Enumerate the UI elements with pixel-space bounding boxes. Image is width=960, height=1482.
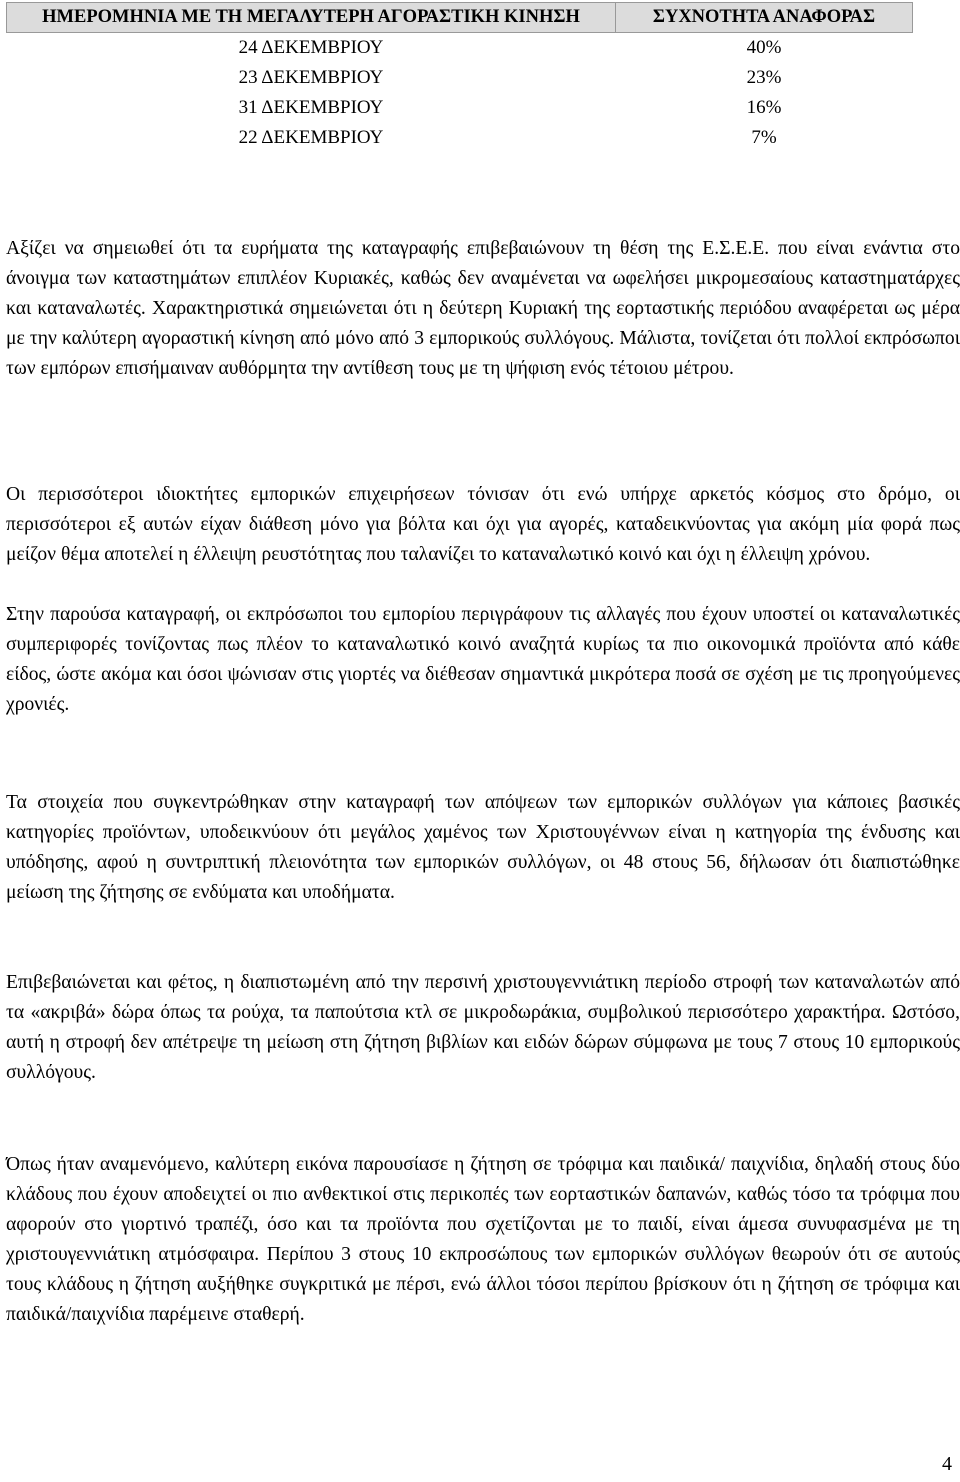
paragraph-esee-position: Αξίζει να σημειωθεί ότι τα ευρήματα της καταγραφής επιβεβαιώνουν τη θέση της Ε.Σ.Ε.Ε. που είναι ενάντια στο άνοιγμα των καταστημάτων επιπλέον Κυριακές, καθώς δεν αναμένεται να ωφελήσει μικρομεσαίους καταστηματάρχες και καταναλωτές. Χαρακτηριστικά σημειώνεται ότι η δεύτερη Κυριακή της εορταστικής περιόδου αναφέρεται ως μέρα με την καλύτερη αγοραστική κίνηση από μόνο από 3 εμπορικούς συλλόγους. Μάλιστα, τονίζεται ότι πολλοί εκπρόσωποι των εμπόρων επισήμαιναν αυθόρμητα την αντίθεση τους με τη ψήφιση ενός τέτοιου μέτρου. (6, 238, 960, 379)
table-row (7, 63, 913, 93)
paragraph-consumer-behavior: Στην παρούσα καταγραφή, οι εκπρόσωποι του εμπορίου περιγράφουν τις αλλαγές που έχουν υποστεί οι καταναλωτικές συμπεριφορές τονίζοντας πως πλέον το καταναλωτικό κοινό αναζητά κυρίως τα πιο οικονομικά προϊόντα από κάθε είδος, ώστε ακόμα και όσοι ψώνισαν στις γιορτές να διέθεσαν σημαντικά μικρότερα ποσά σε σχέση με τις προηγούμενες χρονιές. (6, 604, 960, 715)
cell-date: 24 ΔΕΚΕΜΒΡΙΟΥ (238, 37, 384, 58)
cell-date: 23 ΔΕΚΕΜΒΡΙΟΥ (238, 67, 384, 88)
table-row (7, 123, 913, 153)
table-row (7, 33, 913, 64)
paragraph-food-toys: Όπως ήταν αναμενόμενο, καλύτερη εικόνα παρουσίασε η ζήτηση σε τρόφιμα και παιδικά/ παιχνίδια, δηλαδή στους δύο κλάδους που έχουν αποδειχτεί οι πιο ανθεκτικοί στις περικοπές των εορταστικών δαπανών, καθώς τόσο τα τρόφιμα που αφορούν στο γιορτινό τραπέζι, όσο και τα προϊόντα που σχετίζονται με το παιδί, είναι άμεσα συνυφασμένα με τη χριστουγεννιάτικη ατμόσφαιρα. Περίπου 3 στους 10 εκπροσώπους των εμπορικών συλλόγων θεωρούν ότι σε αυτούς τους κλάδους η ζήτηση αυξήθηκε συγκριτικά με πέρσι, ενώ άλλοι τόσοι περίπου βρίσκουν ότι η ζήτηση σε τρόφιμα και παιδικά/παιχνίδια παρέμεινε σταθερή. (6, 1154, 960, 1325)
table-row (7, 93, 913, 123)
cell-date: 22 ΔΕΚΕΜΒΡΙΟΥ (238, 127, 384, 148)
table-header-row (7, 3, 913, 33)
paragraph-gifts: Επιβεβαιώνεται και φέτος, η διαπιστωμένη από την περσινή χριστουγεννιάτικη περίοδο στροφή των καταναλωτών από τα «ακριβά» δώρα όπως τα ρούχα, τα παπούτσια κτλ σε μικροδωράκια, συμβολικού περισσότερο χαρακτήρα. Ωστόσο, αυτή η στροφή δεν απέτρεψε τη μείωση στη ζήτηση βιβλίων και ειδών δώρων σύμφωνα με τους 7 στους 10 εμπορικούς συλλόγους. (6, 972, 960, 1083)
cell-frequency: 40% (746, 37, 782, 58)
shopping-frequency-table (6, 2, 913, 153)
cell-frequency: 23% (746, 67, 782, 88)
cell-frequency: 16% (746, 97, 782, 118)
header-frequency: ΣΥΧΝΟΤΗΤΑ ΑΝΑΦΟΡΑΣ (616, 3, 913, 33)
cell-date: 31 ΔΕΚΕΜΒΡΙΟΥ (238, 97, 384, 118)
cell-frequency: 7% (751, 127, 777, 148)
page-number: 4 (942, 1453, 952, 1475)
paragraph-clothing-footwear: Τα στοιχεία που συγκεντρώθηκαν στην καταγραφή των απόψεων των εμπορικών συλλόγων για κάποιες βασικές κατηγορίες προϊόντων, υποδεικνύουν ότι μεγάλος χαμένος των Χριστουγέννων είναι η κατηγορία της ένδυσης και υπόδησης, αφού η συντριπτική πλειονότητα των εμπορικών συλλόγων, οι 48 στους 56, δήλωσαν ότι διαπιστώθηκε μείωση της ζήτησης σε ενδύματα και υποδήματα. (6, 792, 960, 903)
paragraph-liquidity: Οι περισσότεροι ιδιοκτήτες εμπορικών επιχειρήσεων τόνισαν ότι ενώ υπήρχε αρκετός κόσμος στο δρόμο, οι περισσότεροι εξ αυτών είχαν διάθεση μόνο για βόλτα και όχι για αγορές, καταδεικνύοντας για ακόμη μία φορά πως μείζον θέμα αποτελεί η έλλειψη ρευστότητας που ταλανίζει το καταναλωτικό κοινό και όχι η έλλειψη χρόνου. (6, 484, 960, 565)
header-date: ΗΜΕΡΟΜΗΝΙΑ ΜΕ ΤΗ ΜΕΓΑΛΥΤΕΡΗ ΑΓΟΡΑΣΤΙΚΗ ΚΙΝΗΣΗ (7, 3, 616, 33)
